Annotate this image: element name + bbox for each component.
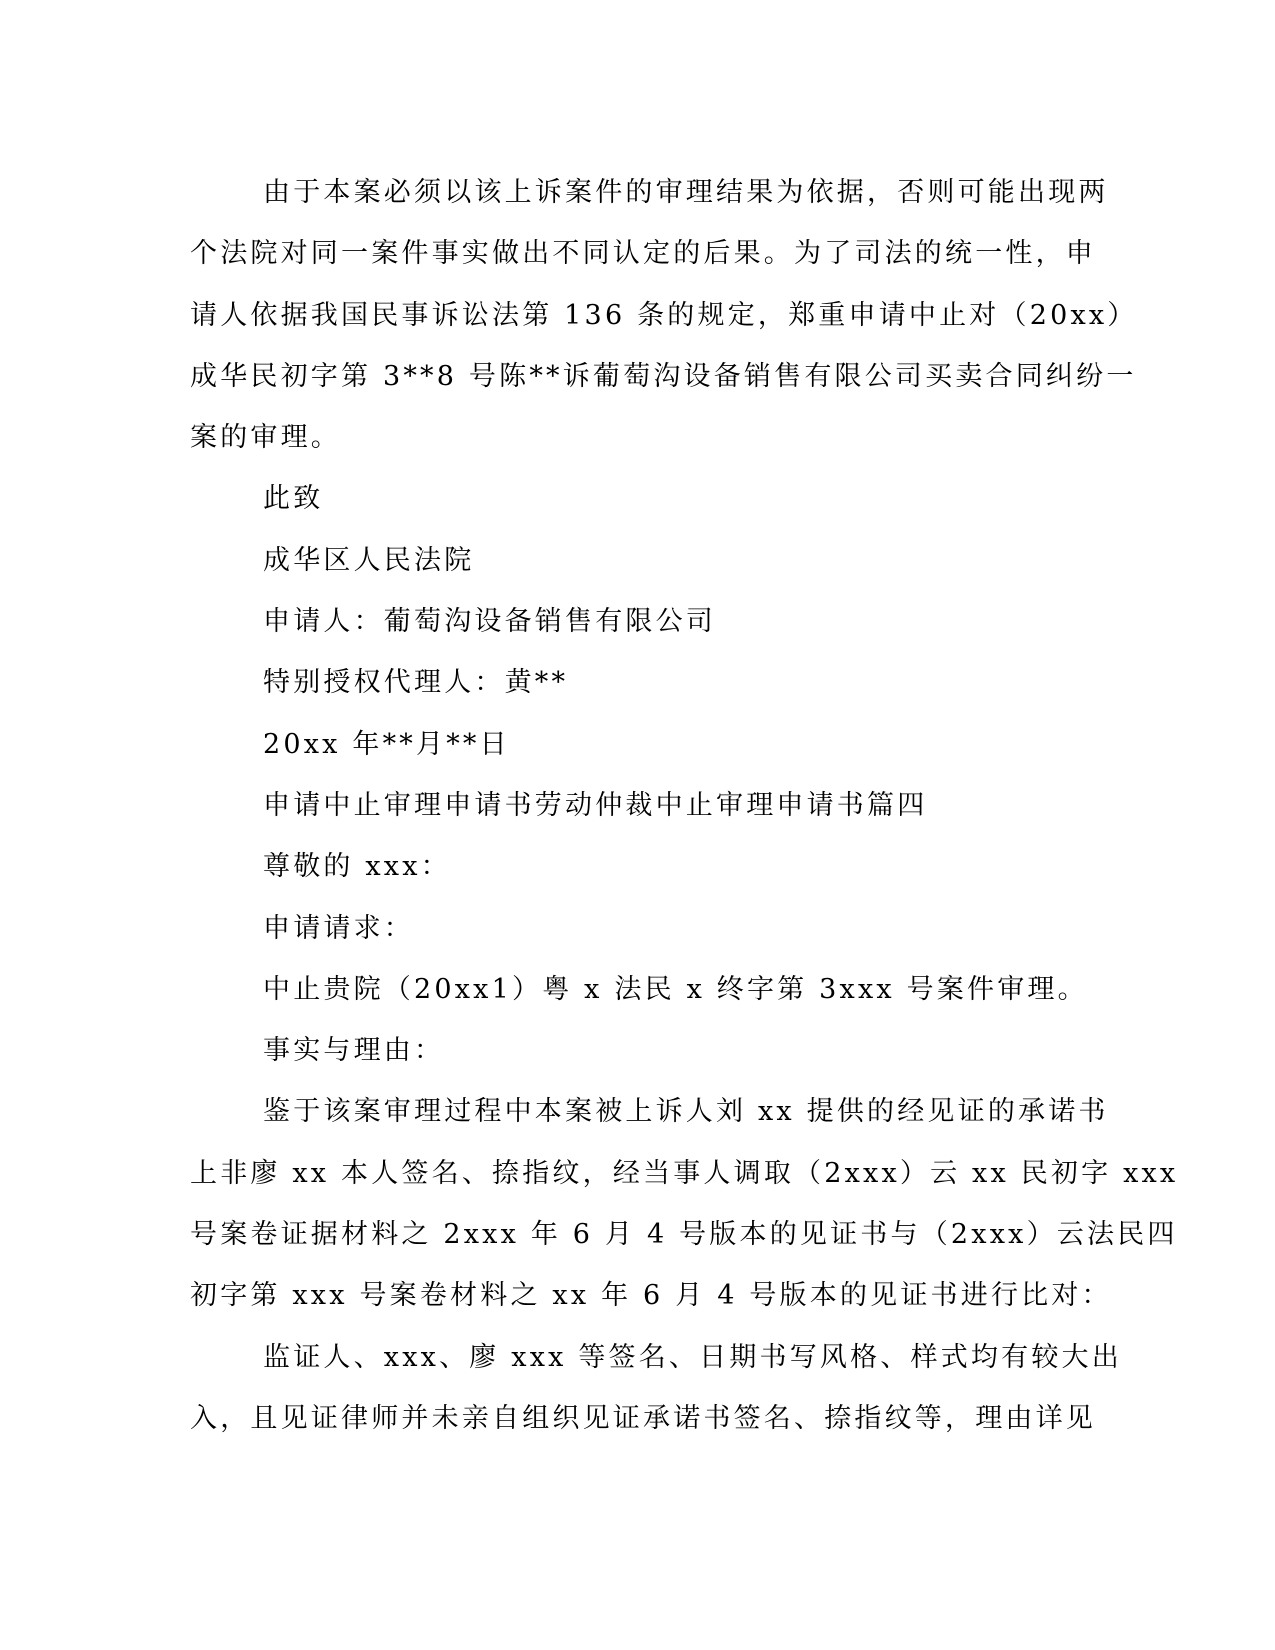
document-body [190, 162, 1179, 1449]
paragraph-line: 个法院对同一案件事实做出不同认定的后果。为了司法的统一性，申 [190, 238, 1096, 270]
facts-heading: 事实与理由： [263, 1035, 445, 1067]
request-heading: 申请请求： [263, 912, 414, 944]
addressee-line: 尊敬的 xxx： [263, 851, 451, 883]
agent-line: 特别授权代理人：黄** [263, 667, 569, 699]
section-heading: 申请中止审理申请书劳动仲裁中止审理申请书篇四 [263, 789, 928, 821]
paragraph-line: 监证人、xxx、廖 xxx 等签名、日期书写风格、样式均有较大出 [263, 1341, 1122, 1373]
paragraph-line: 由于本案必须以该上诉案件的审理结果为依据，否则可能出现两 [263, 177, 1109, 208]
paragraph-line: 入，且见证律师并未亲自组织见证承诺书签名、捺指纹等，理由详见 [190, 1402, 1096, 1434]
paragraph-line: 成华民初字第 3**8 号陈**诉葡萄沟设备销售有限公司买卖合同纠纷一 [190, 360, 1137, 392]
paragraph-line: 号案卷证据材料之 2xxx 年 6 月 4 号版本的见证书与（2xxx）云法民四 [190, 1219, 1178, 1251]
applicant-line: 申请人：葡萄沟设备销售有限公司 [263, 606, 716, 638]
paragraph-line: 案的审理。 [190, 422, 341, 454]
court-name: 成华区人民法院 [263, 544, 475, 576]
paragraph-line: 请人依据我国民事诉讼法第 136 条的规定，郑重申请中止对（20xx） [190, 299, 1138, 331]
date-line: 20xx 年**月**日 [263, 728, 510, 760]
paragraph-line: 鉴于该案审理过程中本案被上诉人刘 xx 提供的经见证的承诺书 [263, 1096, 1109, 1128]
salutation-line: 此致 [263, 483, 324, 515]
request-text: 中止贵院（20xx1）粤 x 法民 x 终字第 3xxx 号案件审理。 [263, 973, 1088, 1005]
paragraph-line: 初字第 xxx 号案卷材料之 xx 年 6 月 4 号版本的见证书进行比对： [190, 1280, 1112, 1312]
paragraph-line: 上非廖 xx 本人签名、捺指纹，经当事人调取（2xxx）云 xx 民初字 xxx [190, 1157, 1179, 1189]
